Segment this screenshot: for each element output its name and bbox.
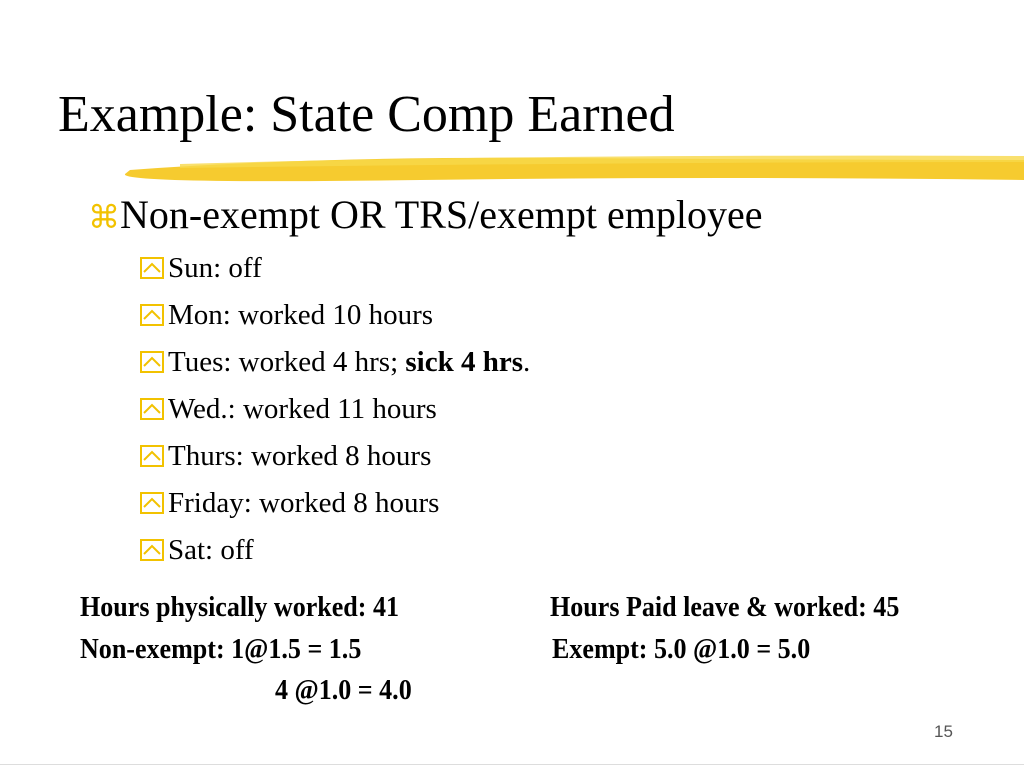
sub-bullet-text: Thurs: worked 8 hours (168, 440, 432, 472)
text-part: Tues: worked 4 hrs; (168, 346, 406, 378)
checkbox-caret-icon (140, 398, 164, 420)
sub-bullet (140, 483, 439, 523)
main-bullet (88, 190, 762, 242)
slide-title: Example: State Comp Earned (58, 86, 675, 143)
main-bullet-text: Non-exempt OR TRS/exempt employee (120, 192, 763, 237)
hours-worked: Hours physically worked: 41 (80, 592, 400, 623)
checkbox-caret-icon (140, 539, 164, 561)
sub-bullet (140, 342, 530, 382)
bottom-divider (0, 764, 1024, 765)
sub-bullet (140, 248, 262, 288)
sub-bullet-text: Sun: off (168, 252, 262, 284)
nonexempt-calc: Non-exempt: 1@1.5 = 1.5 (80, 634, 362, 665)
sub-bullet-text: Mon: worked 10 hours (168, 299, 434, 331)
command-icon: ⌘ (88, 198, 120, 236)
checkbox-caret-icon (140, 492, 164, 514)
sub-bullet-text: Friday: worked 8 hours (168, 487, 440, 519)
sub-bullet (140, 295, 433, 335)
checkbox-caret-icon (140, 257, 164, 279)
sub-bullet (140, 389, 437, 429)
page-number: 15 (934, 722, 953, 741)
highlight-stroke (120, 150, 1024, 186)
checkbox-caret-icon (140, 445, 164, 467)
bold-text: sick 4 hrs (405, 346, 524, 378)
checkbox-caret-icon (140, 351, 164, 373)
sub-bullet (140, 530, 254, 570)
sub-bullet-text (168, 342, 530, 382)
sub-bullet (140, 436, 431, 476)
nonexempt-calc-2: 4 @1.0 = 4.0 (275, 675, 412, 706)
exempt-calc: Exempt: 5.0 @1.0 = 5.0 (552, 634, 811, 665)
text-part: . (523, 346, 531, 378)
checkbox-caret-icon (140, 304, 164, 326)
hours-paid: Hours Paid leave & worked: 45 (550, 592, 900, 623)
sub-bullet-text: Wed.: worked 11 hours (168, 393, 437, 425)
sub-bullet-text: Sat: off (168, 534, 254, 566)
